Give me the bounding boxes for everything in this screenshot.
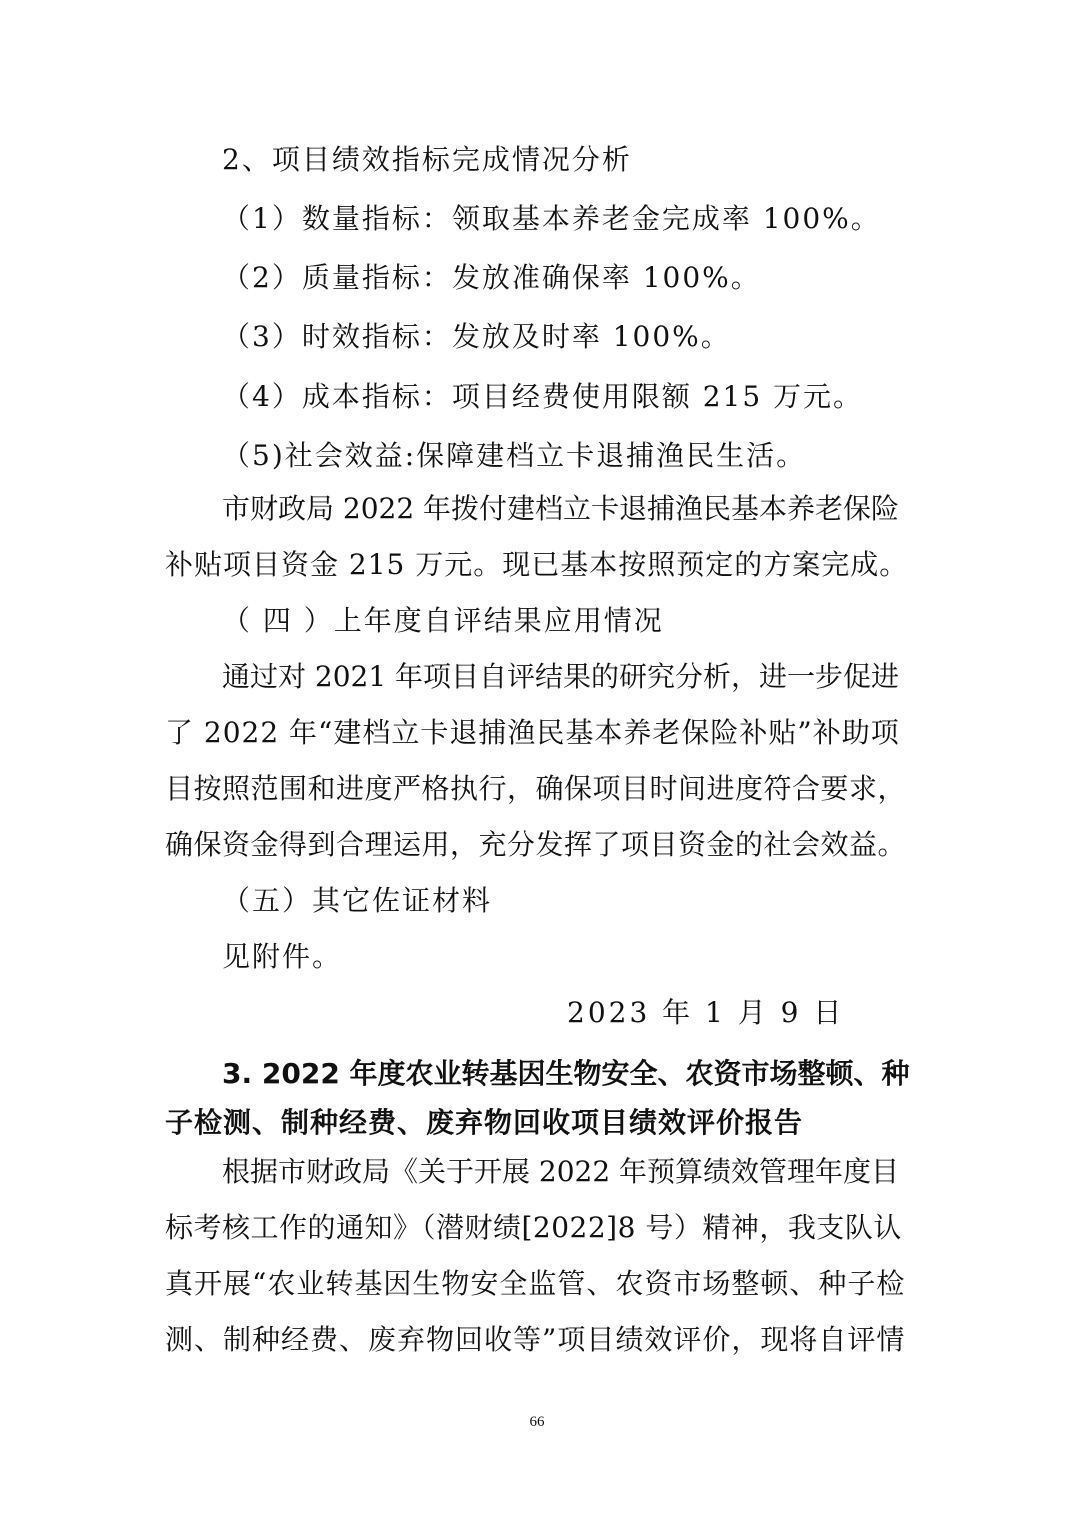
section-title-supporting-materials: （五）其它佐证材料 bbox=[222, 884, 493, 917]
document-date: 2023 年 1 月 9 日 bbox=[567, 996, 845, 1029]
paragraph-line: 补贴项目资金 215 万元。现已基本按照预定的方案完成。 bbox=[165, 548, 909, 581]
report-heading-line-2: 子检测、制种经费、废弃物回收项目绩效评价报告 bbox=[165, 1106, 804, 1139]
paragraph-line: 目按照范围和进度严格执行，确保项目时间进度符合要求， bbox=[165, 772, 907, 805]
report-heading-line-1: 3. 2022 年度农业转基因生物安全、农资市场整顿、种 bbox=[222, 1057, 910, 1090]
indicator-social-benefit: （5)社会效益:保障建档立卡退捕渔民生活。 bbox=[222, 439, 807, 472]
paragraph-line: 通过对 2021 年项目自评结果的研究分析，进一步促进 bbox=[222, 660, 900, 693]
indicator-cost: （4）成本指标：项目经费使用限额 215 万元。 bbox=[222, 380, 864, 413]
indicator-quantity: （1）数量指标：领取基本养老金完成率 100%。 bbox=[222, 202, 881, 235]
paragraph-line: 确保资金得到合理运用，充分发挥了项目资金的社会效益。 bbox=[165, 828, 907, 861]
paragraph-line: 根据市财政局《关于开展 2022 年预算绩效管理年度目 bbox=[222, 1155, 900, 1188]
paragraph-line: 标考核工作的通知》（潜财绩[2022]8 号）精神，我支队认 bbox=[165, 1211, 902, 1244]
paragraph-line: 见附件。 bbox=[222, 940, 343, 973]
section-title-performance-analysis: 2、项目绩效指标完成情况分析 bbox=[222, 143, 632, 176]
indicator-quality: （2）质量指标：发放准确保率 100%。 bbox=[222, 261, 761, 294]
section-title-last-year-results: （ 四 ）上年度自评结果应用情况 bbox=[222, 604, 664, 637]
paragraph-line: 市财政局 2022 年拨付建档立卡退捕渔民基本养老保险 bbox=[222, 492, 900, 525]
paragraph-line: 了 2022 年“建档立卡退捕渔民基本养老保险补贴”补助项 bbox=[165, 716, 900, 749]
indicator-timeliness: （3）时效指标：发放及时率 100%。 bbox=[222, 320, 731, 353]
page-number: 66 bbox=[529, 1414, 545, 1430]
paragraph-line: 测、制种经费、废弃物回收等”项目绩效评价，现将自评情 bbox=[165, 1323, 906, 1356]
paragraph-line: 真开展“农业转基因生物安全监管、农资市场整顿、种子检 bbox=[165, 1267, 906, 1300]
